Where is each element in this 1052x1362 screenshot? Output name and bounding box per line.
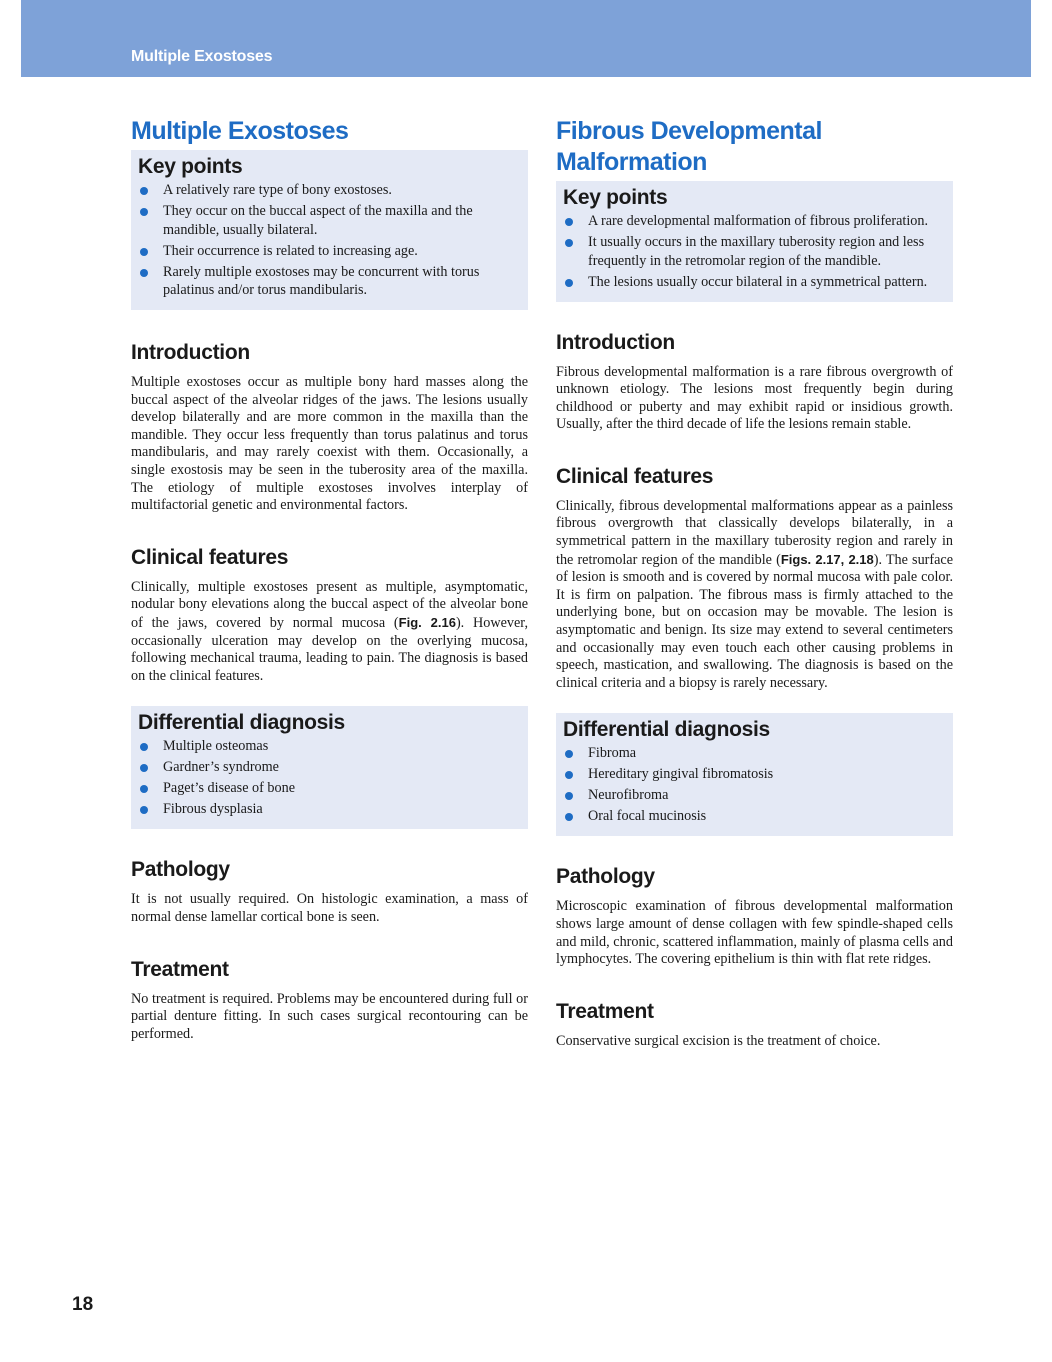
section-title: Fibrous Developmental Malformation: [556, 117, 822, 176]
page-number: 18: [72, 1294, 94, 1315]
key-points-box: [556, 181, 953, 302]
right-column: [556, 116, 953, 1050]
clinical-text-part: ). However, occasionally ulceration may develop on the overlying mucosa, following mechanical trauma, leading to pain. The diagnosis is based on the clinical features.: [131, 614, 528, 684]
key-points-title: Key points: [138, 155, 243, 178]
list-item: The lesions usually occur bilateral in a symmetrical pattern.: [563, 273, 939, 292]
list-item: It usually occurs in the maxillary tuberosity region and less frequently in the retromolar region of the mandible.: [563, 233, 939, 270]
key-points-box: [131, 150, 528, 310]
treatment-text: No treatment is required. Problems may be encountered during full or partial denture fitting. In such cases surgical recontouring can be performed.: [131, 990, 528, 1042]
introduction-heading: Introduction: [556, 330, 675, 354]
pathology-text: Microscopic examination of fibrous developmental malformation shows large amount of dense collagen with few spindle-shaped cells and mild, chronic, scattered inflammation, mainly of plasma cells and lymphocytes. The covering epithelium is thin with flat rete ridges.: [556, 898, 953, 968]
list-item: A rare developmental malformation of fibrous proliferation.: [563, 212, 939, 231]
differential-diagnosis-list: [138, 737, 514, 819]
introduction-text: Fibrous developmental malformation is a rare fibrous overgrowth of unknown etiology. The lesions most frequently begin during childhood or puberty and may exhibit rapid or insidious growth. Usually, after the third decade of life the lesions remain stable.: [556, 363, 953, 433]
key-points-list: [563, 212, 939, 291]
differential-diagnosis-list: [563, 744, 939, 826]
differential-diagnosis-title: Differential diagnosis: [563, 718, 770, 742]
introduction-heading: Introduction: [131, 341, 250, 364]
treatment-text: Conservative surgical excision is the treatment of choice.: [556, 1032, 881, 1049]
section-title: Multiple Exostoses: [131, 117, 349, 145]
differential-diagnosis-box: [556, 713, 953, 836]
list-item: Their occurrence is related to increasing age.: [138, 242, 514, 261]
list-item: A relatively rare type of bony exostoses.: [138, 181, 514, 200]
clinical-features-text: [131, 579, 528, 686]
differential-diagnosis-box: [131, 706, 528, 829]
list-item: Fibrous dysplasia: [138, 800, 514, 819]
list-item: Neurofibroma: [563, 786, 939, 805]
clinical-text-part: Clinically, fibrous developmental malformations appear as a painless fibrous overgrowth that classically develops bilaterally, in a symmetrical pattern in the maxillary tuberosity region and rarely in the retromolar region of the mandible (: [556, 497, 953, 568]
figure-reference: Figs. 2.17, 2.18: [780, 551, 874, 567]
list-item: Hereditary gingival fibromatosis: [563, 765, 939, 784]
clinical-features-heading: Clinical features: [131, 545, 289, 569]
key-points-list: [138, 181, 514, 300]
key-points-title: Key points: [563, 186, 668, 209]
pathology-heading: Pathology: [131, 858, 230, 882]
left-column: [131, 116, 528, 1043]
figure-reference: Fig. 2.16: [398, 614, 456, 630]
introduction-text: Multiple exostoses occur as multiple bony hard masses along the buccal aspect of the alveolar ridges of the jaws. The lesions usually develop bilaterally and are more common in the maxilla than the mandible. They occur less frequently than torus palatinus and torus mandibularis, and may rarely coexist with them. Occasionally, a single exostosis may be seen in the tuberosity area of the maxilla. The etiology of multiple exostoses involves interplay of multifactorial genetic and environmental factors.: [131, 374, 528, 514]
pathology-text: It is not usually required. On histologic examination, a mass of normal dense lamellar cortical bone is seen.: [131, 891, 528, 925]
list-item: Gardner’s syndrome: [138, 758, 514, 777]
treatment-heading: Treatment: [131, 957, 229, 981]
list-item: Rarely multiple exostoses may be concurrent with torus palatinus and/or torus mandibularis.: [138, 263, 514, 300]
clinical-features-heading: Clinical features: [556, 464, 714, 488]
clinical-text-part: ). The surface of lesion is smooth and is covered by normal mucosa with pale color. It is firm on palpation. The fibrous mass is firmly attached to the underlying bone, but on occasion may be movable. The lesion is asymptomatic and benign. Its size may extend to several centimeters and occasionally may even touch each other causing problems in speech, mastication, and swallowing. The diagnosis is based on the clinical criteria and a biopsy is rarely necessary.: [556, 551, 954, 691]
pathology-heading: Pathology: [556, 865, 655, 889]
differential-diagnosis-title: Differential diagnosis: [138, 711, 345, 735]
list-item: They occur on the buccal aspect of the maxilla and the mandible, usually bilateral.: [138, 202, 514, 239]
list-item: Paget’s disease of bone: [138, 779, 514, 798]
list-item: Fibroma: [563, 744, 939, 763]
clinical-text-part: Clinically, multiple exostoses present as multiple, asymptomatic, nodular bony elevations along the buccal aspect of the alveolar bone of the jaws, covered by normal mucosa (: [131, 578, 528, 631]
list-item: Oral focal mucinosis: [563, 807, 939, 826]
treatment-heading: Treatment: [556, 999, 654, 1023]
clinical-features-text: [556, 498, 953, 693]
running-header-title: Multiple Exostoses: [131, 48, 273, 65]
list-item: Multiple osteomas: [138, 737, 514, 756]
